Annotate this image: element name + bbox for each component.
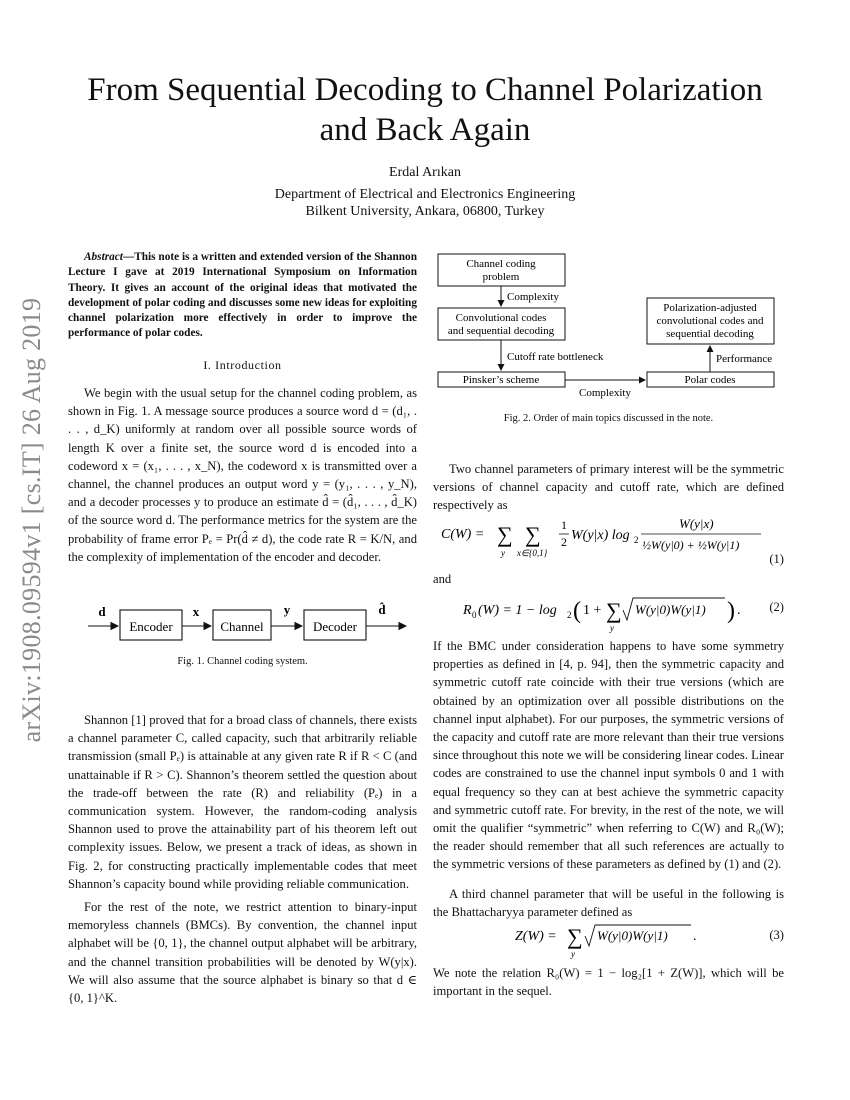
box-polar-label: Polar codes xyxy=(684,374,736,386)
figure-1-diagram xyxy=(88,598,408,648)
equation-3-math xyxy=(515,922,745,962)
box-pac-line2: convolutional codes and xyxy=(656,315,764,327)
svg-text:∑: ∑ xyxy=(525,522,541,547)
svg-text:y: y xyxy=(501,548,505,558)
paragraph-parameters xyxy=(433,460,784,515)
abstract-label: Abstract xyxy=(84,251,123,263)
affiliation-line-2: Bilkent University, Ankara, 06800, Turkey xyxy=(305,204,545,219)
equation-2-math xyxy=(463,594,783,634)
figure-2-caption: Fig. 2. Order of main topics discussed in the note. xyxy=(503,413,714,424)
abstract-text: —This note is a written and extended version of the Shannon Lecture I gave at 2019 International Symposium on Information Theory. It gives an account of the original ideas that motivated the development of polar coding and discusses some new ideas for exploiting channel polarization more effectively in order to improve the performance of polar codes. xyxy=(68,251,417,340)
equation-2-number: (2) xyxy=(769,600,784,614)
signal-y: y xyxy=(283,602,291,617)
svg-text:1: 1 xyxy=(561,518,567,532)
arxiv-stamp xyxy=(0,240,60,800)
svg-text:.: . xyxy=(737,603,741,618)
svg-text:(: ( xyxy=(573,598,581,624)
svg-text:2: 2 xyxy=(634,535,639,545)
label-complexity-top: Complexity xyxy=(507,291,559,303)
equation-1 xyxy=(433,512,784,574)
title-line-2: and Back Again xyxy=(319,112,531,148)
paragraph-symmetry xyxy=(433,637,784,874)
svg-text:W(y|0)W(y|1): W(y|0)W(y|1) xyxy=(597,928,668,943)
arxiv-stamp-text: arXiv:1908.09594v1 [cs.IT] 26 Aug 2019 xyxy=(17,297,46,743)
paragraph-text: If the BMC under consideration happens to have some symmetry properties as defined in [4, p. 94], then the symmetric capacity and symmetric cutoff rate coincide with their true versions (which are obtained by an optimization over all possible distributions on the channel input alphabet). For our purposes, the symmetric versions of the capacity and cutoff rate are more relevant than their true versions since throughout this note we will be considering linear codes. Linear codes are constrained to use the channel input symbols 0 and 1 with equal frequency so they can at best achieve the symmetric capacity and symmetric cutoff rate. For brevity, in the rest of the note, we will omit the qualifier “symmetric” when referring to C(W) and R₀(W); the reader should remember that all such references are actually to the symmetric versions of these parameters as defined by (1) and (2). xyxy=(433,639,784,872)
paragraph-relation xyxy=(433,964,784,1000)
paper-title xyxy=(0,70,850,150)
equation-1-math xyxy=(441,512,771,574)
figure-1-caption: Fig. 1. Channel coding system. xyxy=(177,656,308,667)
paragraph-text: For the rest of the note, we restrict attention to binary-input memoryless channels (BMCs). By convention, the channel input alphabet will be {0, 1}, the channel output alphabet will be arbitrary, and the channel transition probabilities will be denoted by W(y|x). We will also assume that the source alphabet is binary so that d ∈ {0, 1}^K. xyxy=(68,900,417,1006)
svg-text:.: . xyxy=(693,929,697,944)
paragraph-bmc xyxy=(68,898,417,1007)
svg-text:Z(W) =: Z(W) = xyxy=(515,929,557,944)
connector-and: and xyxy=(433,572,452,586)
box-pinsker-label: Pinsker’s scheme xyxy=(462,374,540,386)
box-pac-line3: sequential decoding xyxy=(666,328,754,340)
box-channel-coding-line2: problem xyxy=(482,271,520,283)
svg-text:½W(y|0) + ½W(y|1): ½W(y|0) + ½W(y|1) xyxy=(642,538,740,552)
svg-text:∑: ∑ xyxy=(606,598,622,623)
svg-text:C(W) =: C(W) = xyxy=(441,527,485,542)
paragraph-shannon xyxy=(68,711,417,893)
equation-3 xyxy=(433,922,784,962)
figure-2-diagram xyxy=(437,250,782,402)
label-complexity-bottom: Complexity xyxy=(579,387,631,399)
svg-text:(W) = 1 − log: (W) = 1 − log xyxy=(478,603,557,618)
svg-text:W(y|x): W(y|x) xyxy=(679,516,714,531)
channel-label: Channel xyxy=(220,619,264,634)
signal-d-hat: d̂ xyxy=(378,602,386,617)
signal-d: d xyxy=(98,604,106,619)
svg-text:y: y xyxy=(571,949,575,959)
paragraph-text: Two channel parameters of primary interest will be the symmetric versions of channel capacity and cutoff rate, which are defined respectively as xyxy=(433,462,784,513)
svg-text:∑: ∑ xyxy=(567,924,583,949)
paragraph-text: Shannon [1] proved that for a broad class of channels, there exists a channel parameter C, called capacity, such that arbitrarily reliable transmission (small Pₑ) is attainable at any given rate R if R < C (and unattainable if R > C). Shannon’s theorem settled the question about the trade-off between the rate (R) and reliability (Pₑ) in a communication system. However, the random-coding analysis Shannon used to prove the attainability part of his theorem left out complexity issues. Below, we present a track of ideas, as shown in Fig. 2, for constructing practically implementable codes that meet Shannon’s capacity bound while providing reliable communication. xyxy=(68,713,417,891)
paragraph-text: A third channel parameter that will be useful in the following is the Bhattacharyya parameter defined as xyxy=(433,887,784,920)
title-line-1: From Sequential Decoding to Channel Polarization xyxy=(87,72,763,108)
paragraph-bhattacharyya xyxy=(433,885,784,921)
svg-text:W(y|x) log: W(y|x) log xyxy=(571,528,630,543)
decoder-label: Decoder xyxy=(312,619,358,634)
svg-text:2: 2 xyxy=(561,535,567,549)
svg-text:): ) xyxy=(727,598,735,624)
svg-text:∑: ∑ xyxy=(497,522,513,547)
box-channel-coding-line1: Channel coding xyxy=(466,258,536,270)
abstract xyxy=(68,250,417,342)
affiliation-line-1: Department of Electrical and Electronics Engineering xyxy=(274,187,576,202)
author-name: Erdal Arıkan xyxy=(389,165,461,180)
svg-text:2: 2 xyxy=(567,610,572,620)
equation-3-number: (3) xyxy=(769,928,784,942)
svg-text:x∈{0,1}: x∈{0,1} xyxy=(517,548,548,558)
paragraph-text: We note the relation R₀(W) = 1 − log₂[1 + Z(W)], which will be important in the sequel. xyxy=(433,966,784,999)
signal-x: x xyxy=(192,604,200,619)
paragraph-text: We begin with the usual setup for the channel coding problem, as shown in Fig. 1. A message source produces a source word d = (d₁, . . . , d_K) uniformly at random over all possible source words of length K over a finite set, the source word d is encoded into a codeword x = (x₁, . . . , x_N), the codeword x is transmitted over a channel, the channel produces an output word y = (y₁, . . . , y_N), and a decoder processes y to produce an estimate d̂ = (d̂₁, . . . , d̂_K) of the source word d. The performance metrics for the system are the probability of frame error Pₑ = Pr(d̂ ≠ d), the code rate R = K/N, and the complexity of implementation of the encoder and decoder. xyxy=(68,386,417,564)
equation-1-number: (1) xyxy=(769,552,784,566)
svg-text:0: 0 xyxy=(472,610,477,620)
svg-text:y: y xyxy=(610,623,614,633)
label-performance: Performance xyxy=(716,353,773,365)
box-convolutional-line2: and sequential decoding xyxy=(447,325,555,337)
paragraph-intro xyxy=(68,384,417,566)
svg-text:R: R xyxy=(463,603,472,618)
svg-text:W(y|0)W(y|1): W(y|0)W(y|1) xyxy=(635,602,706,617)
svg-text:1 +: 1 + xyxy=(583,603,602,618)
box-convolutional-line1: Convolutional codes xyxy=(455,312,547,324)
label-cutoff: Cutoff rate bottleneck xyxy=(507,351,604,363)
encoder-label: Encoder xyxy=(129,619,173,634)
section-heading: I. Introduction xyxy=(203,358,282,372)
box-pac-line1: Polarization-adjusted xyxy=(663,302,757,314)
equation-2 xyxy=(433,594,784,634)
